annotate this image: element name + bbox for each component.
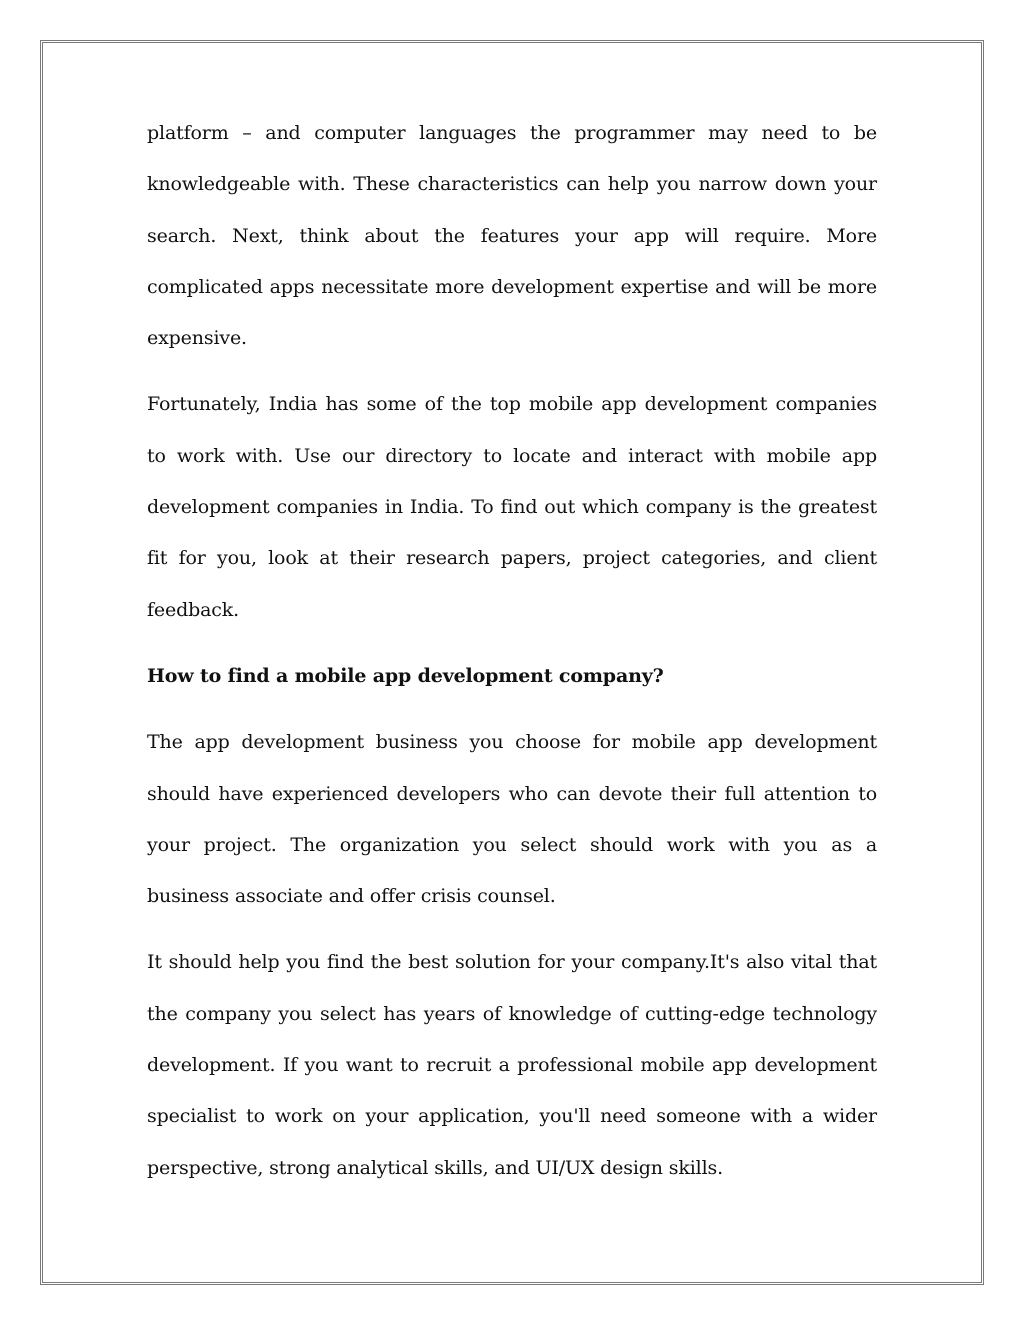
paragraph-app-development-business: The app development business you choose for mobile app development should have experienced developers who can devote their full attention to your project. The organization you select should work with you as a business associate and offer crisis counsel. [147, 731, 877, 908]
document-body [147, 108, 877, 1209]
section-heading: How to find a mobile app development company? [147, 664, 664, 687]
paragraph-fortunately: Fortunately, India has some of the top mobile app development companies to work with. Use our directory to locate and interact with mobile app development companies in India. To find out which company is the greatest fit for you, look at their research papers, project categories, and client feedback. [147, 393, 877, 621]
paragraph-best-solution: It should help you find the best solution for your company.It's also vital that the company you select has years of knowledge of cutting-edge technology development. If you want to recruit a professional mobile app development specialist to work on your application, you'll need someone with a wider perspective, strong analytical skills, and UI/UX design skills. [147, 951, 877, 1179]
paragraph-platform: platform – and computer languages the programmer may need to be knowledgeable with. These characteristics can help you narrow down your search. Next, think about the features your app will require. More complicated apps necessitate more development expertise and will be more expensive. [147, 122, 877, 350]
